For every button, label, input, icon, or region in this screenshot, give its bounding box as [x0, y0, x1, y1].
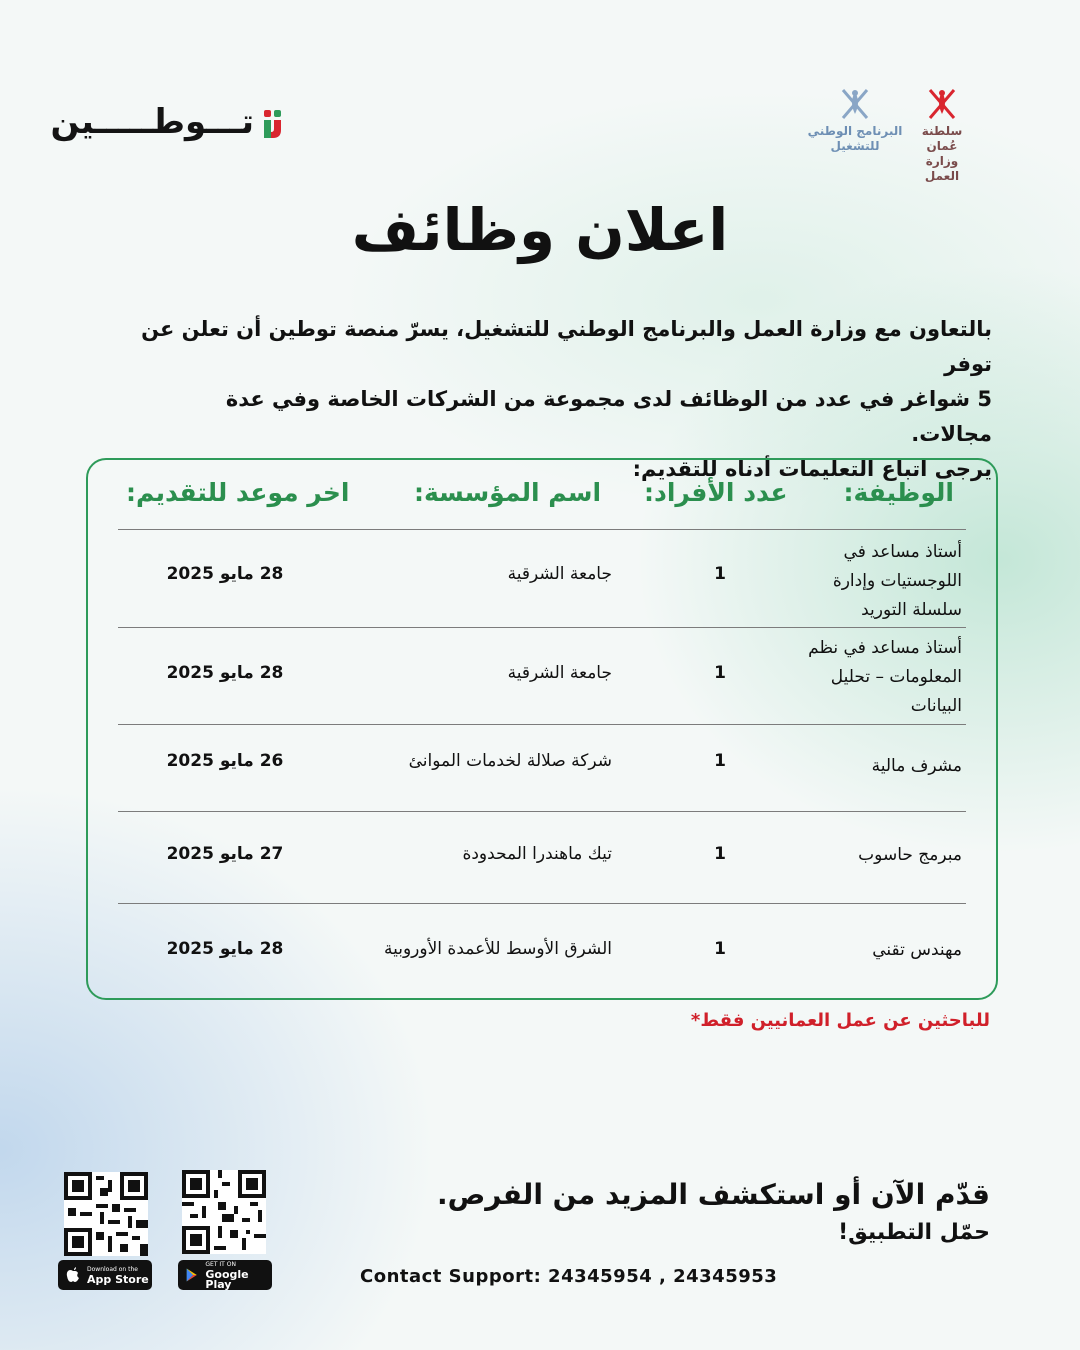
- table-row-3-deadline: 26 مايو 2025: [166, 751, 284, 771]
- table-row-2-deadline: 28 مايو 2025: [166, 663, 284, 683]
- google-play-qr-code[interactable]: [182, 1170, 266, 1254]
- google-play-label: Google Play: [205, 1268, 249, 1291]
- table-row-5-deadline: 28 مايو 2025: [166, 939, 284, 959]
- table-row-2-job: [772, 634, 962, 721]
- table-row-2-org: جامعة الشرقية: [507, 663, 612, 683]
- header-deadline: اخر موعد للتقديم:: [126, 478, 350, 507]
- table-row-5-job: [772, 936, 962, 965]
- job-line: مبرمج حاسوب: [858, 845, 962, 865]
- job-line: سلسلة التوريد: [861, 600, 962, 620]
- mol-name-line2: وزارة العمل: [924, 154, 960, 183]
- header-job: الوظيفة:: [843, 478, 954, 507]
- table-row-5-org: الشرق الأوسط للأعمدة الأوروبية: [383, 939, 612, 959]
- apple-icon: [64, 1266, 82, 1284]
- ntp-name-line1: البرنامج الوطني: [807, 124, 903, 138]
- ministry-of-labour-logo: [908, 84, 976, 183]
- header-count: عدد الأفراد:: [644, 478, 788, 507]
- intro-line-3: يرجى اتباع التعليمات أدناه للتقديم:: [632, 457, 992, 481]
- row-divider: [118, 811, 966, 812]
- row-divider: [118, 627, 966, 628]
- table-row-1-job: [772, 538, 962, 625]
- job-line: مشرف مالية: [871, 756, 962, 776]
- job-line: مهندس تقني: [872, 940, 962, 960]
- job-line: أستاذ مساعد في: [843, 542, 962, 562]
- app-store-caption: Download on the: [87, 1266, 138, 1273]
- header-org: اسم المؤسسة:: [414, 478, 602, 507]
- tawteen-logo: [50, 102, 284, 148]
- khanjar-emblem-icon: [835, 84, 875, 124]
- app-store-badge[interactable]: [58, 1260, 152, 1290]
- eligibility-note: للباحثين عن عمل العمانيين فقط*: [690, 1010, 990, 1031]
- table-row-4-org: تيك ماهندرا المحدودة: [462, 844, 612, 864]
- row-divider: [118, 529, 966, 530]
- table-row-1-deadline: 28 مايو 2025: [166, 564, 284, 584]
- brand-name: تـــوطـــــين: [50, 102, 254, 142]
- cta-headline: قدّم الآن أو استكشف المزيد من الفرص.: [436, 1178, 990, 1211]
- job-line: البيانات: [910, 696, 962, 716]
- tawteen-mark-icon: [262, 110, 284, 140]
- job-line: المعلومات – تحليل: [830, 667, 962, 687]
- intro-line-1: بالتعاون مع وزارة العمل والبرنامج الوطني للتشغيل، يسرّ منصة توطين أن تعلن عن توفر: [141, 317, 992, 376]
- intro-line-2: 5 شواغر في عدد من الوظائف لدى مجموعة من الشركات الخاصة وفي عدة مجالات.: [225, 387, 992, 446]
- ntp-name-line2: للتشغيل: [830, 139, 880, 153]
- table-row-3-job: [772, 752, 962, 781]
- ntp-logo: [805, 84, 905, 160]
- job-line: اللوجستيات وإدارة: [832, 571, 962, 591]
- row-divider: [118, 903, 966, 904]
- table-row-3-org: شركة صلالة لخدمات الموانئ: [408, 751, 612, 771]
- cta-download: حمّل التطبيق!: [838, 1220, 990, 1245]
- row-divider: [118, 724, 966, 725]
- support-contact: Contact Support: 24345954 , 24345953: [360, 1266, 778, 1287]
- oman-emblem-icon: [922, 84, 962, 124]
- table-row-4-count: 1: [714, 844, 726, 864]
- table-row-4-deadline: 27 مايو 2025: [166, 844, 284, 864]
- table-row-2-count: 1: [714, 663, 726, 683]
- mol-name-line1: سلطنة عُمان: [921, 124, 963, 153]
- google-play-badge[interactable]: [178, 1260, 272, 1290]
- table-row-1-count: 1: [714, 564, 726, 584]
- app-store-label: App Store: [87, 1273, 149, 1286]
- table-row-5-count: 1: [714, 939, 726, 959]
- page-title: اعلان وظائف: [351, 196, 729, 264]
- table-row-1-org: جامعة الشرقية: [507, 564, 612, 584]
- table-row-4-job: [772, 841, 962, 870]
- table-row-3-count: 1: [714, 751, 726, 771]
- job-line: أستاذ مساعد في نظم: [808, 638, 962, 658]
- google-play-caption: GET IT ON: [205, 1261, 236, 1268]
- google-play-icon: [184, 1266, 200, 1284]
- app-store-qr-code[interactable]: [64, 1172, 148, 1256]
